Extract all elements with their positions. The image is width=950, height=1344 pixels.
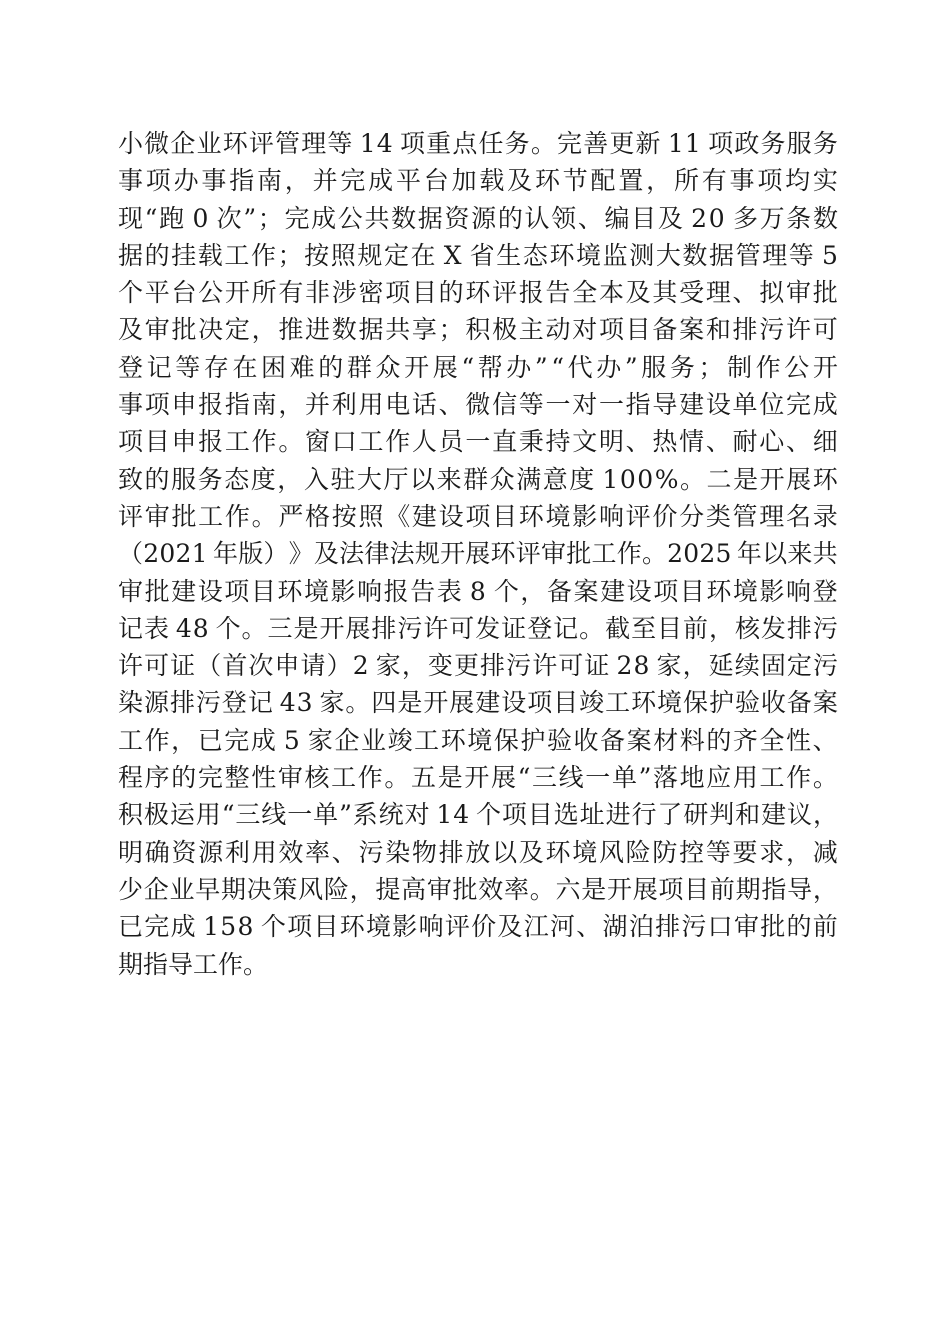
text-line-5: 个 平 台 公 开 所 有 非 涉 密 项 目 的 环 评 报 告 全 本 及 其 受 理 、 拟 审 批 <box>118 278 838 308</box>
text-line-18: 程 序 的 完 整 性 审 核 工 作 。 五 是 开 展 “ 三 线 一 单 ” 落 地 应 用 工 作 。 <box>118 763 838 793</box>
body-paragraph <box>118 125 838 983</box>
text-line-19: 积 极 运 用 “ 三 线 一 单 ” 系 统 对 1 4 个 项 目 选 址 进 行 了 研 判 和 建 议 ， <box>118 800 838 830</box>
text-line-11: 评 审 批 工 作 。 严 格 按 照 《 建 设 项 目 环 境 影 响 评 价 分 类 管 理 名 录 <box>118 501 838 531</box>
text-line-21: 少 企 业 早 期 决 策 风 险 ， 提 高 审 批 效 率 。 六 是 开 展 项 目 前 期 指 导 ， <box>118 874 838 904</box>
text-line-17: 工 作 ， 已 完 成 5 家 企 业 竣 工 环 境 保 护 验 收 备 案 材 料 的 齐 全 性 、 <box>118 725 838 755</box>
text-line-8: 事 项 申 报 指 南 ， 并 利 用 电 话 、 微 信 等 一 对 一 指 导 建 设 单 位 完 成 <box>118 390 838 420</box>
text-line-23: 期指导工作。 <box>118 949 269 979</box>
text-line-4: 据 的 挂 载 工 作 ； 按 照 规 定 在 X 省 生 态 环 境 监 测 大 数 据 管 理 等 5 <box>118 240 838 270</box>
text-line-7: 登 记 等 存 在 困 难 的 群 众 开 展 “ 帮 办 ” “ 代 办 ” 服 务 ； 制 作 公 开 <box>118 352 838 382</box>
text-line-22: 已 完 成 1 5 8 个 项 目 环 境 影 响 评 价 及 江 河 、 湖 泊 排 污 口 审 批 的 前 <box>118 912 838 942</box>
text-line-2: 事 项 办 事 指 南 ， 并 完 成 平 台 加 载 及 环 节 配 置 ， 所 有 事 项 均 实 <box>118 166 838 196</box>
text-line-1: 小 微 企 业 环 评 管 理 等 1 4 项 重 点 任 务 。 完 善 更 新 1 1 项 政 务 服 务 <box>118 129 838 158</box>
text-line-15: 许 可 证 （ 首 次 申 请 ） 2 家 ， 变 更 排 污 许 可 证 2 8 家 ， 延 续 固 定 污 <box>118 651 838 681</box>
text-line-20: 明 确 资 源 利 用 效 率 、 污 染 物 排 放 以 及 环 境 风 险 防 控 等 要 求 ， 减 <box>118 837 838 867</box>
text-line-14: 记 表 4 8 个 。 三 是 开 展 排 污 许 可 发 证 登 记 。 截 至 目 前 ， 核 发 排 污 <box>118 613 838 643</box>
text-line-16: 染 源 排 污 登 记 4 3 家 。 四 是 开 展 建 设 项 目 竣 工 环 境 保 护 验 收 备 案 <box>118 688 838 718</box>
text-line-9: 项 目 申 报 工 作 。 窗 口 工 作 人 员 一 直 秉 持 文 明 、 热 情 、 耐 心 、 细 <box>118 427 838 457</box>
text-line-6: 及 审 批 决 定 ， 推 进 数 据 共 享 ； 积 极 主 动 对 项 目 备 案 和 排 污 许 可 <box>118 315 838 345</box>
text-line-10: 致 的 服 务 态 度 ， 入 驻 大 厅 以 来 群 众 满 意 度 1 0 0 % 。 二 是 开 展 环 <box>118 464 838 494</box>
text-line-13: 审 批 建 设 项 目 环 境 影 响 报 告 表 8 个 ， 备 案 建 设 项 目 环 境 影 响 登 <box>118 576 838 606</box>
text-line-3: 现 “ 跑 0 次 ” ； 完 成 公 共 数 据 资 源 的 认 领 、 编 目 及 2 0 多 万 条 数 <box>118 203 838 233</box>
text-line-12: （ 2 0 2 1 年 版 ） 》 及 法 律 法 规 开 展 环 评 审 批 工 作 。 2 0 2 5 年 以 来 共 <box>118 539 838 569</box>
